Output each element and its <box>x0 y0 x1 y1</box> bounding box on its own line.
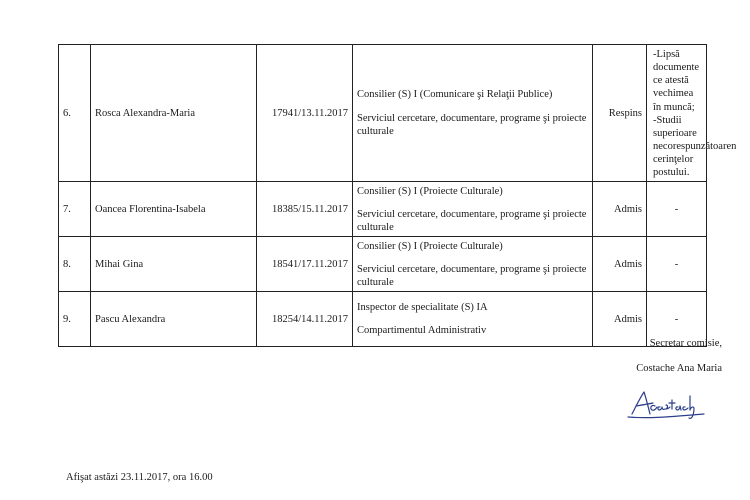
result-status: Admis <box>593 182 647 237</box>
candidate-name: Pascu Alexandra <box>91 292 257 347</box>
row-number: 9. <box>59 292 91 347</box>
candidate-name: Mihai Gina <box>91 237 257 292</box>
row-number: 7. <box>59 182 91 237</box>
candidates-table <box>58 44 737 347</box>
position-title: Consilier (S) I (Comunicare şi Relaţii Publice) <box>357 89 553 101</box>
handwritten-signature <box>622 384 712 424</box>
position-title: Consilier (S) I (Proiecte Culturale) <box>357 185 503 197</box>
table-row <box>59 237 707 292</box>
position-title: Inspector de specialitate (S) IA <box>357 302 488 314</box>
position-title: Consilier (S) I (Proiecte Culturale) <box>357 240 503 252</box>
position-cell <box>353 292 593 347</box>
position-cell <box>353 45 593 182</box>
observations-cell <box>647 45 737 182</box>
candidate-name: Oancea Florentina-Isabela <box>91 182 257 237</box>
row-number: 8. <box>59 237 91 292</box>
observation-line: - <box>674 258 679 270</box>
signature-block <box>636 338 722 374</box>
posted-date: Afişat astăzi 23.11.2017, ora 16.00 <box>66 472 213 483</box>
department-name: Serviciul cercetare, documentare, programe şi proiecte culturale <box>357 208 587 233</box>
registration-number: 17941/13.11.2017 <box>257 45 353 182</box>
registration-number: 18385/15.11.2017 <box>257 182 353 237</box>
signatory-name: Costache Ana Maria <box>636 363 722 374</box>
observations-cell <box>647 237 707 292</box>
registration-number: 18254/14.11.2017 <box>257 292 353 347</box>
table-row <box>59 45 707 182</box>
registration-number: 18541/17.11.2017 <box>257 237 353 292</box>
result-status: Admis <box>593 237 647 292</box>
department-name: Serviciul cercetare, documentare, programe şi proiecte culturale <box>357 112 587 137</box>
observation-line: - <box>674 313 679 325</box>
observation-line: -Studii superioare necorespunzătoaren cerinţelor postului. <box>653 114 737 179</box>
position-cell <box>353 182 593 237</box>
signatory-role: Secretar comisie, <box>649 338 722 349</box>
observation-line: -Lipsă documente ce atestă vechimea în muncă; <box>653 49 700 113</box>
observation-line: - <box>674 203 679 215</box>
position-cell <box>353 237 593 292</box>
table-row <box>59 292 707 347</box>
table-row <box>59 182 707 237</box>
result-status: Admis <box>593 292 647 347</box>
candidate-name: Rosca Alexandra-Maria <box>91 45 257 182</box>
row-number: 6. <box>59 45 91 182</box>
observations-cell <box>647 182 707 237</box>
department-name: Compartimentul Administrativ <box>357 325 487 337</box>
department-name: Serviciul cercetare, documentare, programe şi proiecte culturale <box>357 263 587 288</box>
result-status: Respins <box>593 45 647 182</box>
